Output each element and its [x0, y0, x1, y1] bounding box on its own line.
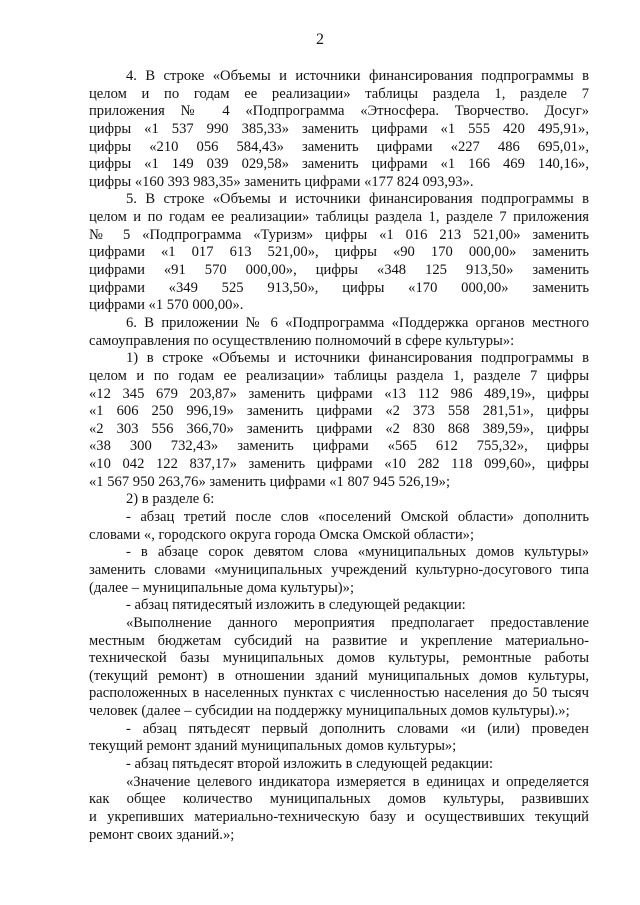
text-line: «38 300 732,43» заменить цифрами «565 612 755,32», цифры	[89, 438, 589, 455]
text-line: «Значение целевого индикатора измеряется в единицах и определяется	[126, 773, 589, 790]
page-number: 2	[316, 31, 324, 48]
text-line: целом и по годам ее реализации» таблицы раздела 1, разделе 7	[89, 85, 589, 102]
text-line: (текущий ремонт) в отношении зданий муниципальных домов культуры,	[89, 667, 589, 684]
text-line: - абзац пятидесятый изложить в следующей редакции:	[126, 597, 466, 614]
text-line: цифры «160 393 983,35» заменить цифрами «177 824 093,93».	[89, 173, 474, 190]
text-line: технической базы муниципальных домов культуры, ремонтные работы	[89, 650, 589, 667]
text-line: - абзац пятьдесят первый дополнить словами «и (или) проведен	[126, 720, 589, 737]
text-line: (далее – муниципальные дома культуры)»;	[89, 579, 355, 596]
text-line: 5. В строке «Объемы и источники финансирования подпрограммы в	[126, 191, 589, 208]
text-line: расположенных в населенных пунктах с численностью населения до 50 тысяч	[89, 685, 589, 702]
text-line: текущий ремонт зданий муниципальных домов культуры»;	[89, 738, 457, 755]
text-line: «1 606 250 996,19» заменить цифрами «2 373 558 281,51», цифры	[89, 403, 589, 420]
text-line: 6. В приложении № 6 «Подпрограмма «Поддержка органов местного	[126, 314, 589, 331]
text-line: заменить словами «муниципальных учреждений культурно-досугового типа	[89, 561, 589, 578]
text-line: цифрами «349 525 913,50», цифры «170 000,00» заменить	[89, 279, 589, 296]
text-line: целом и по годам ее реализации» таблицы раздела 1, разделе 7 приложения	[89, 209, 589, 226]
text-line: цифры «210 056 584,43» заменить цифрами «227 486 695,01»,	[89, 138, 589, 155]
text-line: цифрами «1 017 613 521,00», цифры «90 170 000,00» заменить	[89, 244, 589, 261]
text-line: «12 345 679 203,87» заменить цифрами «13 112 986 489,19», цифры	[89, 385, 589, 402]
text-line: - абзац третий после слов «поселений Омской области» дополнить	[126, 509, 589, 526]
text-line: цифры «1 537 990 385,33» заменить цифрами «1 555 420 495,91»,	[89, 120, 589, 137]
text-line: № 5 «Подпрограмма «Туризм» цифры «1 016 213 521,00» заменить	[89, 226, 589, 243]
text-line: цифры «1 149 039 029,58» заменить цифрами «1 166 469 140,16»,	[89, 156, 589, 173]
text-line: - в абзаце сорок девятом слова «муниципальных домов культуры»	[126, 544, 589, 561]
text-line: человек (далее – субсидии на поддержку муниципальных домов культуры).»;	[89, 703, 570, 720]
text-line: 2) в разделе 6:	[126, 491, 215, 508]
text-line: «Выполнение данного мероприятия предполагает предоставление	[126, 614, 589, 631]
text-line: и укрепивших материально-техническую базу и осуществивших текущий	[89, 808, 589, 825]
text-line: 1) в строке «Объемы и источники финансирования подпрограммы в	[126, 350, 589, 367]
text-line: цифрами «1 570 000,00».	[89, 297, 244, 314]
text-line: самоуправления по осуществлению полномочий в сфере культуры»:	[89, 332, 515, 349]
text-line: ремонт своих зданий.»;	[89, 826, 235, 843]
text-line: «10 042 122 837,17» заменить цифрами «10 282 118 099,60», цифры	[89, 456, 589, 473]
text-line: как общее количество муниципальных домов культуры, развивших	[89, 791, 589, 808]
text-line: словами «, городского округа города Омска Омской области»;	[89, 526, 475, 543]
text-line: «2 303 556 366,70» заменить цифрами «2 830 868 389,59», цифры	[89, 420, 589, 437]
text-line: цифрами «91 570 000,00», цифры «348 125 913,50» заменить	[89, 262, 589, 279]
text-line: местным бюджетам субсидий на развитие и укрепление материально-	[89, 632, 589, 649]
text-line: приложения № 4 «Подпрограмма «Этносфера. Творчество. Досуг»	[89, 103, 589, 120]
text-line: целом и по годам ее реализации» таблицы раздела 1, разделе 7 цифры	[89, 367, 589, 384]
document-body	[89, 68, 589, 844]
text-line: - абзац пятьдесят второй изложить в следующей редакции:	[126, 755, 494, 772]
text-line: 4. В строке «Объемы и источники финансирования подпрограммы в	[126, 68, 589, 84]
text-line: «1 567 950 263,76» заменить цифрами «1 807 945 526,19»;	[89, 473, 451, 490]
